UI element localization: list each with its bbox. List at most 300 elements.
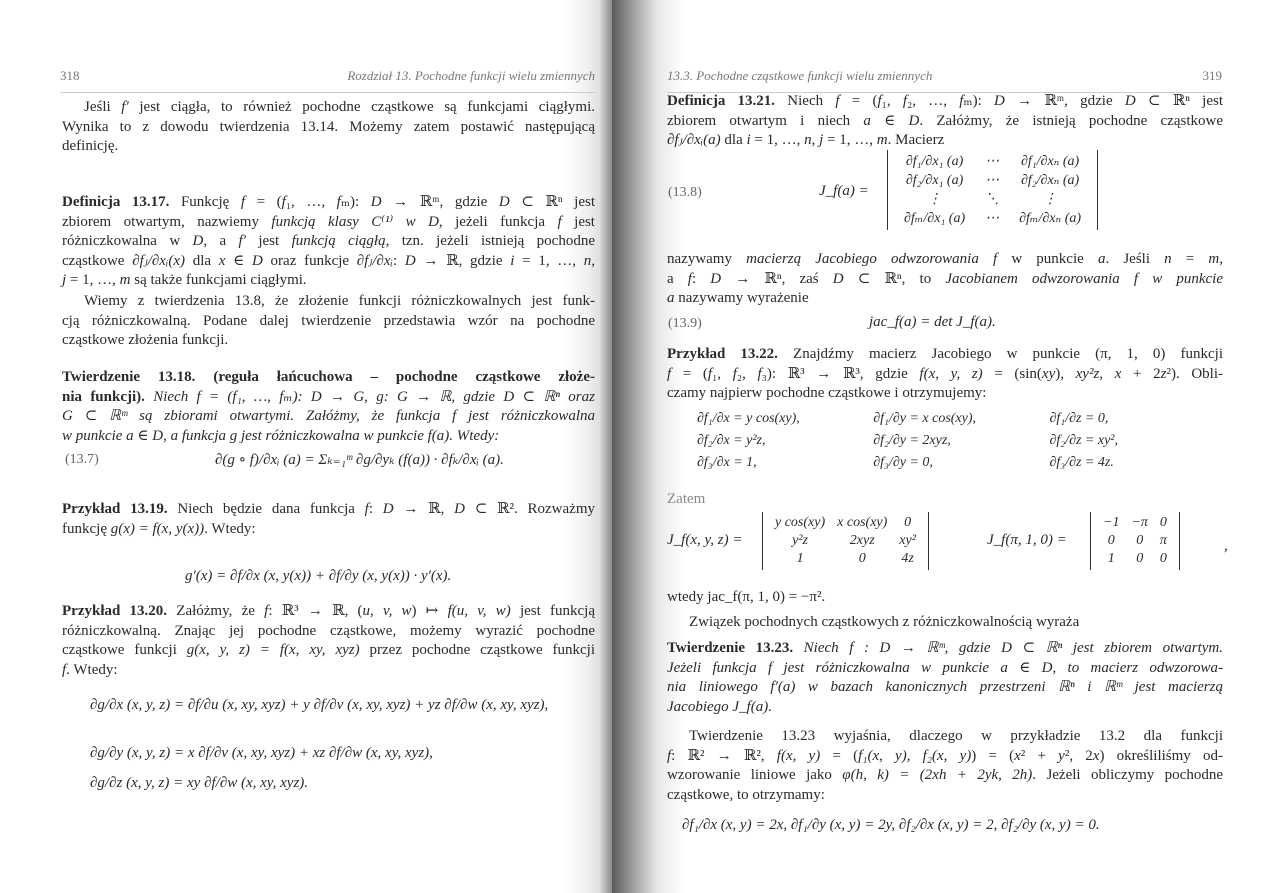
equation-g-prime: g′(x) = ∂f/∂x (x, y(x)) + ∂f/∂y (x, y(x)) · y′(x). [185, 568, 452, 584]
italic-text: f [757, 365, 762, 382]
italic-text: f [835, 93, 840, 109]
text-line [667, 659, 1223, 679]
text-line [62, 427, 595, 447]
text-span: . Wtedy: [66, 661, 118, 678]
text-span: cząstkowe, to otrzymamy: [667, 786, 825, 803]
text-span: = 1, …, [823, 132, 877, 149]
paragraph-relation [667, 613, 1223, 633]
text-line [62, 641, 595, 661]
matrix-cell: ∂f₃/∂z = 4z. [1049, 455, 1114, 470]
matrix-cell: x cos(xy) [837, 515, 888, 530]
text-span: Wiemy z twierdzenia 13.8, że złożenie funkcji różniczkowalnych jest funk- [84, 293, 595, 309]
italic-text: D [251, 252, 263, 269]
text-line [667, 270, 1223, 290]
text-span: ₁, …, [285, 194, 337, 210]
italic-text: Jeżeli funkcja f jest różniczkowalna w punkcie a ∈ D, to macierz odwzorowa- [667, 659, 1223, 676]
equation-dg-dx: ∂g/∂x (x, y, z) = ∂f/∂u (x, xy, xyz) + y ∂f/∂v (x, xy, xyz) + yz ∂f/∂w (x, xy, xyz), [90, 697, 549, 713]
matrix-cell: 1 [796, 551, 804, 566]
italic-text: D [404, 252, 416, 269]
text-line [62, 252, 595, 272]
text-line [667, 613, 1223, 633]
bold-label: Twierdzenie 13.23. [667, 640, 804, 656]
text-span: : ℝ³ → ℝ, ( [268, 603, 363, 619]
matrix-cell: 1 [1107, 551, 1115, 566]
italic-text: f [959, 93, 964, 109]
text-line [62, 602, 595, 622]
italic-text: ∂fⱼ/∂xᵢ [356, 252, 393, 269]
italic-text: f(u, v, w) [447, 603, 511, 619]
running-title: Rozdział 13. Pochodne funkcji wielu zmiennych [347, 68, 595, 83]
text-line [667, 786, 1223, 806]
italic-text: D [382, 501, 394, 517]
text-span: = (sin( [982, 365, 1042, 382]
text-span: nazywamy [667, 251, 747, 267]
text-span: . Załóżmy, że istnieją pochodne cząstkowe [919, 112, 1223, 129]
equation-number-13-7: (13.7) [65, 452, 99, 467]
italic-text: D [710, 270, 722, 287]
text-line [62, 193, 595, 213]
text-span: a [667, 270, 688, 287]
text-span: zbiorem otwartym i niech [667, 112, 864, 129]
text-span: ² + [1020, 747, 1059, 764]
italic-text: x [218, 252, 226, 269]
text-span: , [1219, 251, 1224, 267]
italic-text: f [62, 661, 67, 678]
text-span: ) = ( [971, 747, 1015, 764]
matrix-cell: ∂f₃/∂y = 0, [873, 455, 933, 470]
matrix-cell: 4z [901, 551, 914, 566]
text-span: , [1099, 365, 1115, 382]
text-span: ₃): ℝ³ → ℝ³, gdzie [761, 365, 920, 382]
text-span: wzorowanie liniowe jako [667, 767, 843, 784]
italic-text: f [264, 603, 269, 619]
text-span: ₘ): [963, 93, 995, 109]
bold-label: Definicja 13.17. [62, 194, 181, 210]
text-line [62, 137, 595, 157]
text-span: ) ↦ [411, 603, 448, 619]
bold-label: Przykład 13.22. [667, 346, 794, 362]
italic-text: Niech f = (f₁, …, fₘ): D → G, g: G → ℝ, gdzie D ⊂ ℝⁿ oraz [153, 388, 595, 405]
matrix-cell: 0 [904, 515, 912, 530]
italic-text: f′ [121, 99, 129, 115]
text-line [62, 407, 595, 427]
text-span: = 1, …, [514, 252, 584, 269]
text-line [62, 661, 595, 681]
matrix-cell: ∂f₂/∂x = y²z, [697, 433, 766, 448]
theorem-13-18 [62, 368, 595, 446]
text-line [62, 292, 595, 312]
italic-text: f(x, y) [776, 747, 821, 764]
italic-text: n [804, 132, 812, 149]
italic-text: f [687, 270, 692, 287]
text-span: Znajdźmy macierz Jacobiego w punkcie (π, 1, 0) funkcji [793, 346, 1223, 362]
equation-number-13-9: (13.9) [668, 316, 702, 331]
text-line [667, 698, 1223, 718]
italic-text: D [832, 270, 844, 287]
text-span: oraz funkcje [262, 252, 357, 269]
matrix-cell: ⋯ [985, 211, 1000, 226]
text-span: = 1, …, [66, 272, 120, 289]
text-line [62, 500, 595, 520]
text-span: ∈ [225, 252, 252, 269]
matrix-row [697, 430, 1167, 452]
matrix-row [1097, 532, 1173, 550]
italic-text: m [119, 272, 131, 289]
text-span: Jeśli [84, 99, 122, 115]
comma: , [1224, 538, 1228, 554]
italic-text: u, v, w [362, 603, 412, 619]
text-span: : ℝ² → ℝ², [671, 747, 777, 764]
matrix-cell: ∂fₘ/∂xₙ (a) [1019, 211, 1082, 226]
text-span: → ℝ, gdzie [415, 252, 511, 269]
matrix-cell: ∂f₁/∂z = 0, [1049, 411, 1109, 426]
partial-derivatives-grid [697, 408, 1167, 474]
text-span: Twierdzenie 13.23 wyjaśnia, dlaczego w przykładzie 13.2 dla funkcji [689, 728, 1223, 744]
italic-text: D [908, 112, 920, 129]
italic-text: D [498, 194, 510, 210]
text-span: ₁, [712, 365, 733, 382]
paragraph-jacobian-definition [667, 250, 1223, 309]
text-line [667, 747, 1223, 767]
italic-text: ∂fⱼ/∂xᵢ(x) [132, 252, 185, 269]
text-line [667, 766, 1223, 786]
matrix-cell: π [1159, 533, 1167, 548]
text-span: ) określiliśmy od- [1099, 747, 1223, 764]
text-span: ₘ): [340, 194, 371, 210]
italic-text: D [1124, 93, 1136, 109]
equation-number-13-8: (13.8) [668, 185, 702, 200]
equation-final-partials: ∂f₁/∂x (x, y) = 2x, ∂f₁/∂y (x, y) = 2y, ∂f₂/∂x (x, y) = 2, ∂f₂/∂y (x, y) = 0. [682, 817, 1100, 833]
italic-text: Jacobianem odwzorowania f w punkcie [945, 270, 1223, 287]
italic-text: f [557, 213, 562, 230]
text-line [667, 384, 1223, 404]
text-span: jest ciągła, to również pochodne cząstkowe są funkcjami ciągłymi. [128, 99, 595, 115]
text-span: . Jeżeli obliczymy pochodne [1032, 767, 1223, 784]
matrix-cell: ⋮ [1043, 192, 1058, 207]
italic-text: m [1208, 251, 1220, 267]
text-span: : [691, 270, 711, 287]
text-line [667, 250, 1223, 270]
text-span: . Macierz [887, 132, 945, 149]
matrix-row [1097, 514, 1173, 532]
bold-label: Definicja 13.21. [667, 93, 788, 109]
matrix-cell: y²z [792, 533, 808, 548]
italic-text: D [994, 93, 1005, 109]
matrix-row [1097, 550, 1173, 568]
text-span: = [1171, 251, 1209, 267]
italic-text: f′ [238, 233, 246, 250]
text-span: są także funkcjami ciągłymi. [130, 272, 307, 289]
text-span: , a [203, 233, 239, 250]
paragraph-intro [62, 98, 595, 157]
italic-text: xy [1041, 365, 1056, 382]
text-span: = ( [820, 747, 859, 764]
italic-text: funkcją klasy C⁽¹⁾ w D [271, 213, 439, 230]
text-span: = 1, …, [750, 132, 805, 149]
page-number: 318 [60, 68, 80, 83]
text-span: → ℝⁿ, zaś [721, 270, 833, 287]
matrix-cell: ⋯ [985, 173, 1000, 188]
text-line [62, 213, 595, 233]
jacobian-lhs: J_f(a) = [819, 183, 869, 199]
text-span: : [392, 252, 405, 269]
matrix-cell: ⋮ [927, 192, 942, 207]
definition-13-17 [62, 193, 595, 291]
matrix-row [769, 532, 922, 550]
italic-text: n [583, 252, 592, 269]
italic-text: j [819, 132, 824, 149]
italic-text: xy²z [1075, 365, 1100, 382]
italic-text: a [863, 112, 871, 129]
italic-text: Niech f : D → ℝᵐ, gdzie D ⊂ ℝⁿ jest zbiorem otwartym. [803, 640, 1223, 656]
text-span: zbiorem otwartym, nazwiemy [62, 213, 272, 230]
page-number: 319 [1202, 68, 1222, 83]
header-rule [60, 92, 595, 93]
text-span: przez pochodne cząstkowe funkcji [359, 642, 595, 659]
text-span: różniczkowalna w [62, 233, 193, 250]
italic-text: g(x) = f(x, y(x)) [110, 520, 205, 537]
text-span: w punkcie [997, 251, 1098, 267]
equation-13-7: ∂(g ∘ f)/∂xᵢ (a) = Σₖ₌₁ᵐ ∂g/∂yₖ (f(a)) · ∂fₖ/∂xᵢ (a). [215, 452, 504, 468]
text-span: jest funkcją [510, 603, 595, 619]
matrix-cell: ∂f₂/∂x₁ (a) [905, 172, 964, 188]
text-span: dla [720, 132, 747, 149]
left-page [0, 0, 612, 893]
italic-text: D [192, 233, 204, 250]
text-span: czamy najpierw pochodne cząstkowe i otrzymujemy: [667, 385, 987, 402]
text-span: ₂, …, [907, 93, 960, 109]
definition-13-21 [667, 92, 1223, 151]
text-line [62, 118, 595, 138]
example-13-22 [667, 345, 1223, 404]
text-span: cją różniczkowalną. Podane dalej twierdzenie przedstawia wzór na pochodne [62, 312, 595, 329]
italic-text: f [240, 194, 246, 210]
matrix-cell: 2xyz [849, 533, 875, 548]
italic-text: D [370, 194, 382, 210]
text-span: Załóżmy, że [176, 603, 265, 619]
italic-text: y [1058, 747, 1065, 764]
matrix-cell: ∂f₁/∂y = x cos(xy), [873, 411, 977, 426]
paragraph-composition [62, 292, 595, 351]
jf-general-lhs: J_f(x, y, z) = [667, 532, 743, 548]
italic-text: f [667, 365, 672, 382]
bold-label: Twierdzenie 13.18. (reguła łańcuchowa – pochodne cząstkowe złoże- [62, 369, 595, 385]
text-line [62, 312, 595, 332]
italic-text: i [510, 252, 515, 269]
text-span: , tzn. jeżeli istnieją pochodne [385, 233, 595, 250]
italic-text: g(x, y, z) = f(x, xy, xyz) [186, 642, 360, 659]
italic-text: f₁(x, y), f₂(x, y) [858, 747, 972, 764]
text-line [62, 271, 595, 291]
matrix-cell: −1 [1103, 515, 1120, 530]
text-line [667, 678, 1223, 698]
matrix-cell: −π [1131, 515, 1148, 530]
italic-text: f [902, 93, 908, 109]
text-span: , [591, 252, 596, 269]
example-13-19 [62, 500, 595, 539]
matrix-cell: ∂f₂/∂z = xy², [1049, 433, 1119, 448]
italic-text: φ(h, k) = (2xh + 2yk, 2h) [842, 767, 1033, 784]
text-span: ⊂ ℝ². Rozważmy [464, 501, 595, 517]
matrix-row [894, 209, 1091, 228]
italic-text: G ⊂ ℝᵐ są zbiorami otwartymi. Załóżmy, że funkcja f jest różniczkowalna [62, 408, 595, 425]
text-span: definicję. [62, 138, 119, 155]
matrix-cell: 0 [1136, 551, 1144, 566]
italic-text: nia liniowego f′(a) w bazach kanonicznych przestrzeni ℝⁿ i ℝᵐ jest macierzą [667, 679, 1223, 696]
italic-text: ∂fⱼ/∂xᵢ(a) [667, 132, 721, 149]
italic-text: f [877, 93, 882, 109]
text-span: , jeżeli funkcja [438, 213, 558, 230]
zatem-label: Zatem [667, 491, 706, 507]
matrix-cell: ∂f₂/∂xₙ (a) [1020, 173, 1080, 188]
paragraph-explanation [667, 727, 1223, 805]
text-span: Niech będzie dana funkcja [177, 501, 365, 517]
text-span: , [811, 132, 820, 149]
text-span: ∈ [870, 112, 909, 129]
text-span: : [368, 501, 383, 517]
matrix-cell: xy² [899, 533, 916, 548]
jf-general-matrix [762, 512, 929, 570]
italic-text: f [732, 365, 737, 382]
italic-text: j [62, 272, 67, 289]
text-span: cząstkowe złożenia funkcji. [62, 332, 229, 349]
text-span: Funkcję [180, 194, 241, 210]
jf-point-matrix [1090, 512, 1180, 570]
matrix-cell: ∂f₃/∂x = 1, [697, 455, 757, 470]
text-span: . Jeśli [1105, 251, 1165, 267]
italic-text: w punkcie a ∈ D, a funkcja g jest różniczkowalna w punkcie f(a). Wtedy: [62, 427, 500, 444]
jf-point-lhs: J_f(π, 1, 0) = [987, 532, 1067, 548]
jacobian-result: wtedy jac_f(π, 1, 0) = −π². [667, 589, 826, 605]
matrix-cell: 0 [1159, 515, 1167, 530]
text-line [667, 345, 1223, 365]
matrix-cell: 0 [1159, 551, 1167, 566]
matrix-cell: 0 [1136, 533, 1144, 548]
text-span: cząstkowe [62, 252, 133, 269]
text-span: → ℝᵐ, gdzie [381, 194, 499, 210]
text-span: = ( [839, 93, 878, 109]
text-span: . Wtedy: [204, 520, 256, 537]
italic-text: f [281, 194, 286, 210]
text-span: → ℝᵐ, gdzie [1004, 93, 1125, 109]
italic-text: Jacobiego J_f(a). [667, 698, 772, 715]
italic-text: D [454, 501, 465, 517]
italic-text: m [876, 132, 888, 149]
matrix-cell: ⋯ [985, 154, 1000, 169]
equation-13-9: jac_f(a) = det J_f(a). [869, 314, 996, 330]
text-line [667, 112, 1223, 132]
italic-text: x [1092, 747, 1100, 764]
text-line [667, 639, 1223, 659]
bold-label: Przykład 13.20. [62, 603, 177, 619]
text-line [62, 331, 595, 351]
italic-text: i [746, 132, 751, 149]
matrix-cell: ∂fₘ/∂x₁ (a) [904, 211, 966, 226]
text-line [62, 368, 595, 388]
text-span: różniczkowalną. Znając jej pochodne cząstkowe, możemy wyrazić pochodne [62, 622, 595, 639]
example-13-20 [62, 602, 595, 680]
matrix-cell: 0 [1107, 533, 1115, 548]
italic-text: z [1160, 365, 1167, 382]
running-title: 13.3. Pochodne cząstkowe funkcji wielu zmiennych [667, 68, 933, 83]
theorem-13-23 [667, 639, 1223, 717]
matrix-row [697, 452, 1167, 474]
matrix-cell: ∂f₂/∂y = 2xyz, [873, 433, 951, 448]
italic-text: n [1164, 251, 1172, 267]
bold-label: nia funkcji). [62, 388, 154, 405]
text-span: Niech [787, 93, 836, 109]
matrix-cell: ⋱ [985, 192, 1000, 207]
matrix-cell: 0 [858, 551, 866, 566]
text-line [667, 365, 1223, 385]
italic-text: f [707, 365, 713, 382]
text-span: ²). Obli- [1166, 365, 1223, 382]
italic-text: x [1014, 747, 1021, 764]
text-line [667, 727, 1223, 747]
italic-text: f [364, 501, 369, 517]
text-span: ⊂ ℝⁿ, to [843, 270, 946, 287]
text-span: ⊂ ℝⁿ jest [1135, 93, 1223, 109]
jacobian-matrix [887, 150, 1098, 230]
text-span: ₁, [881, 93, 903, 109]
right-page [612, 0, 1263, 893]
matrix-row [769, 550, 922, 568]
italic-text: x [1114, 365, 1122, 382]
text-span: cząstkowe funkcji [62, 642, 187, 659]
text-span: ², 2 [1064, 747, 1093, 764]
italic-text: f [667, 747, 672, 764]
italic-text: funkcją ciągłą [291, 233, 386, 250]
text-line [667, 289, 1223, 309]
bold-label: Przykład 13.19. [62, 501, 178, 517]
text-span: nazywamy wyrażenie [674, 290, 809, 307]
text-line [62, 98, 595, 118]
text-line [62, 232, 595, 252]
equation-dg-dz: ∂g/∂z (x, y, z) = xy ∂f/∂w (x, xy, xyz). [90, 775, 309, 791]
italic-text: a [667, 290, 675, 307]
text-line [62, 622, 595, 642]
text-span: ), [1055, 365, 1076, 382]
text-line [62, 388, 595, 408]
text-span: = ( [245, 194, 282, 210]
matrix-cell: y cos(xy) [775, 515, 826, 530]
text-span: jest [245, 233, 292, 250]
text-span: → ℝ, [393, 501, 455, 517]
text-span: ₂, [736, 365, 758, 382]
matrix-cell: ∂f₁/∂x = y cos(xy), [697, 411, 800, 426]
equation-dg-dy: ∂g/∂y (x, y, z) = x ∂f/∂v (x, xy, xyz) + xz ∂f/∂w (x, xy, xyz), [90, 745, 433, 761]
italic-text: a [1097, 251, 1106, 267]
matrix-cell: ∂f₁/∂x₁ (a) [905, 153, 964, 169]
text-span: + 2 [1121, 365, 1161, 382]
italic-text: f [336, 194, 341, 210]
italic-text: f(x, y, z) [919, 365, 983, 382]
text-line [667, 131, 1223, 151]
matrix-row [769, 514, 922, 532]
text-line [62, 520, 595, 540]
text-span: funkcję [62, 520, 111, 537]
text-span: Związek pochodnych cząstkowych z różniczkowalnością wyraża [689, 614, 1080, 630]
italic-text: macierzą Jacobiego odwzorowania f [746, 251, 998, 267]
matrix-row [894, 171, 1091, 190]
text-line [667, 92, 1223, 112]
text-span: ⊂ ℝⁿ jest [509, 194, 595, 210]
matrix-cell: ∂f₁/∂xₙ (a) [1020, 154, 1080, 169]
text-span: jest [561, 213, 595, 230]
text-span: Wynika to z dowodu twierdzenia 13.14. Możemy zatem postawić następującą [62, 118, 595, 135]
matrix-row [894, 152, 1091, 171]
text-span: = ( [671, 365, 708, 382]
